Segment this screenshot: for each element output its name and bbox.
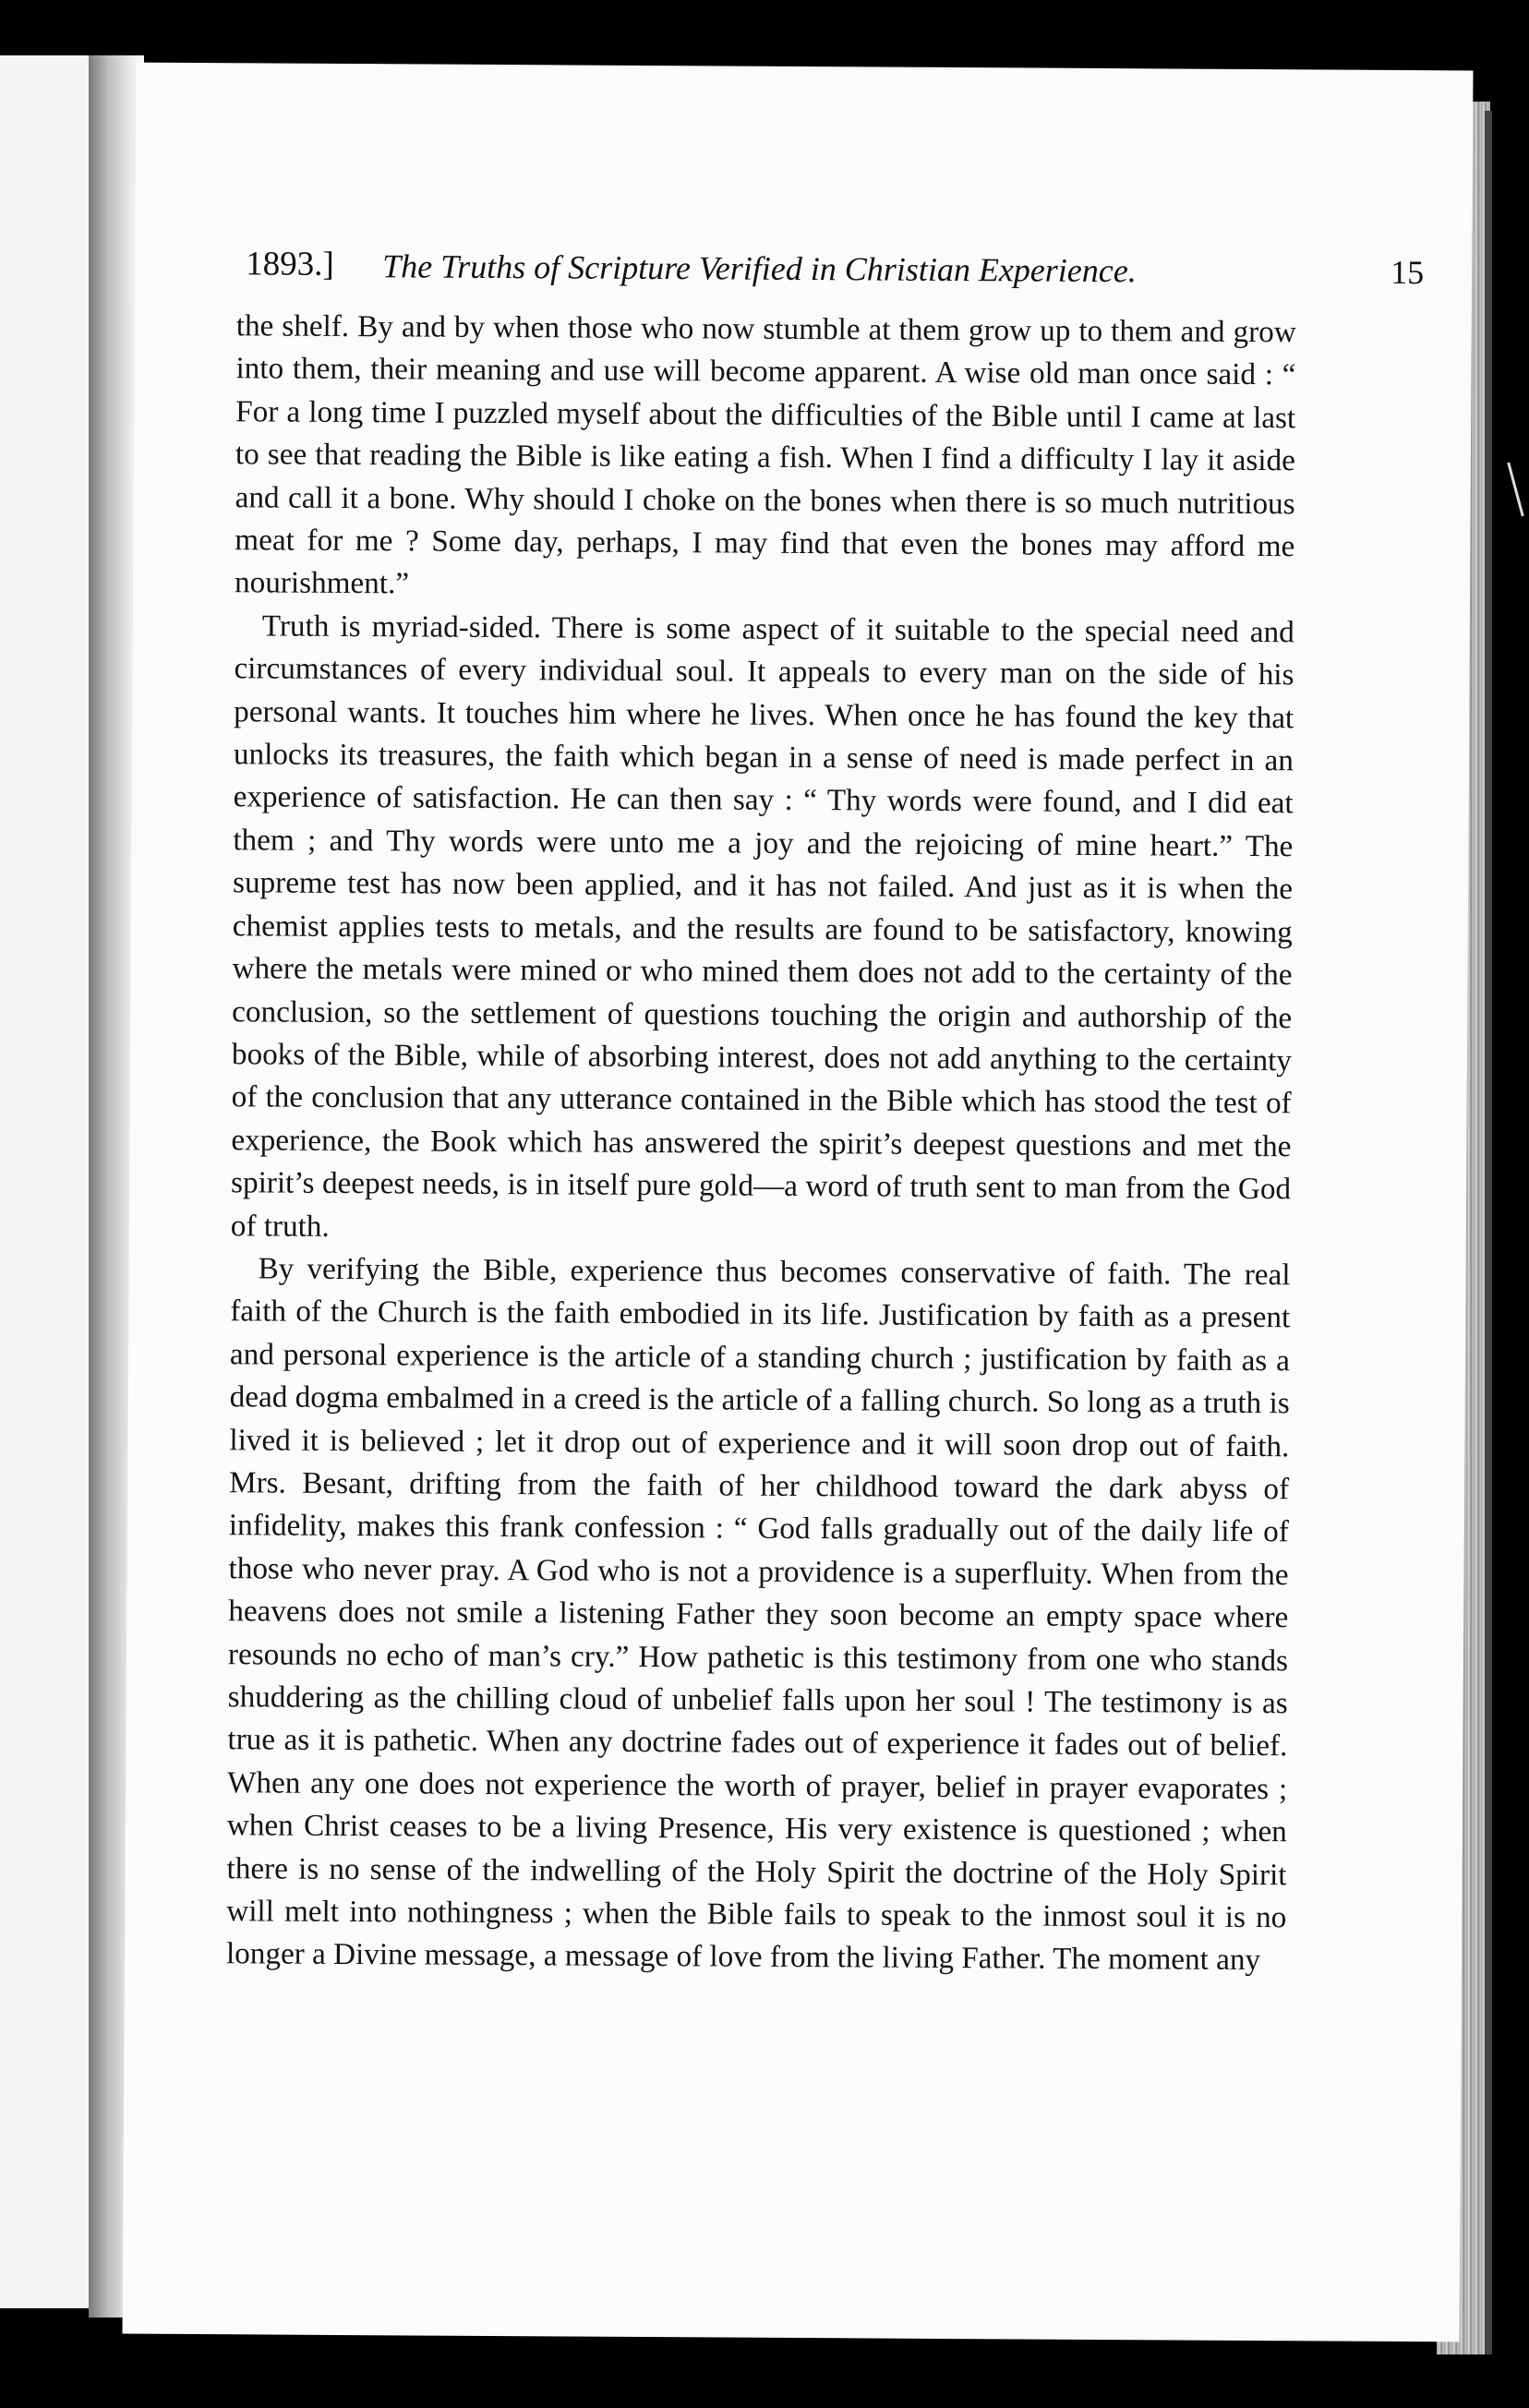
paragraph-3: By verifying the Bible, experience thus becomes conservative of faith. The real faith of the Church is the faith embodied in its life. Justification by faith as a present and personal experience is the article of a standing church ; justification by faith as a dead dogma embalmed in a creed is the article of a falling church. So long as a truth is lived it is believed ; let it drop out of experience and it will soon drop out of faith. Mrs. Besant, drifting from the faith of her childhood toward the dark abyss of infidelity, makes this frank confession : “ God falls gradually out of the daily life of those who never pray. A God who is not a providence is a superfluity. When from the heavens does not smile a listening Father they soon become an empty space where resounds no echo of man’s cry.” How pathetic is this testimony from one who stands shuddering as the chilling cloud of unbelief falls upon her soul ! The testimony is as true as it is pathetic. When any doctrine fades out of experience it fades out of belief. When any one does not experience the worth of prayer, belief in prayer evaporates ; when Christ ceases to be a living Presence, His very existence is questioned ; when there is no sense of the indwelling of the Holy Spirit the doctrine of the Holy Spirit will melt into nothingness ; when the Bible fails to speak to the inmost soul it is no longer a Divine message, a message of love from the living Father. The moment any [225,1251,1291,1978]
running-head [246,244,1446,307]
paragraph-1: the shelf. By and by when those who now stumble at them grow up to them and grow into them, their meaning and use will become apparent. A wise old man once said : “ For a long time I puzzled myself about the difficulties of the Bible until I came at last to see that reading the Bible is like eating a fish. When I find a difficulty I lay it aside and call it a bone. Why should I choke on the bones when there is so much nutritious meat for me ? Some day, perhaps, I may find that even the bones may afford me nourishment.” [234,308,1296,601]
book-page [122,63,1473,2342]
running-head-title: The Truths of Scripture Verified in Christian Experience. [382,247,1137,290]
page-number: 15 [1391,253,1425,292]
book-edge-shadow [1485,111,1492,2354]
scan-artifact [1507,463,1523,517]
body-text [226,305,1296,1982]
running-head-year: 1893.] [246,245,334,283]
paragraph-2: Truth is myriad-sided. There is some aspect of it suitable to the special need and circumstances of every individual soul. It appeals to every man on the side of his personal wants. It touches him where he lives. When once he has found the key that unlocks its treasures, the faith which began in a sense of need is made perfect in an experience of satisfaction. He can then say : “ Thy words were found, and I did eat them ; and Thy words were unto me a joy and the rejoicing of mine heart.” The supreme test has now been applied, and it has not failed. And just as it is when the chemist applies tests to metals, and the results are found to be satisfactory, knowing where the metals were mined or who mined them does not add to the certainty of the conclusion, so the settlement of questions touching the origin and authorship of the books of the Bible, while of absorbing interest, does not add anything to the certainty of the conclusion that any utterance contained in the Bible which has stood the test of experience, the Book which has answered the spirit’s deepest questions and met the spirit’s deepest needs, is in itself pure gold—a word of truth sent to man from the God of truth. [230,608,1294,1244]
